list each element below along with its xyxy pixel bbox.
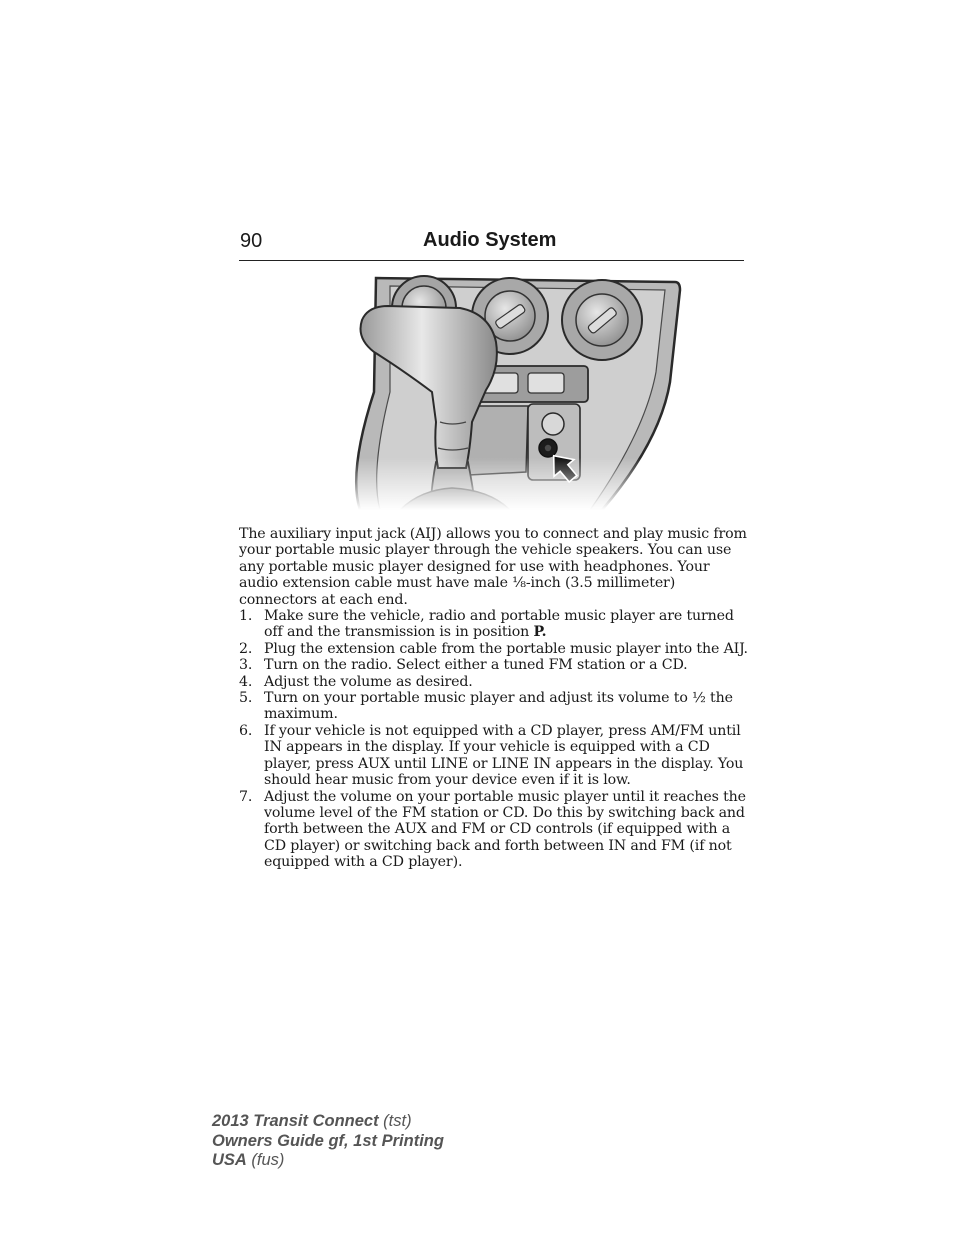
- step-text: Make sure the vehicle, radio and portable music player are turned off and the transmission is in position: [264, 608, 734, 641]
- list-item: [239, 641, 749, 657]
- footer-market-code: (fus): [246, 1151, 285, 1169]
- section-title: Audio System: [423, 229, 557, 251]
- step-text: Adjust the volume as desired.: [264, 673, 473, 690]
- step-number: 5.: [239, 690, 253, 707]
- step-text: If your vehicle is not equipped with a CD player, press AM/FM until IN appears in the display. If your vehicle is equipped with a CD player, press AUX until LINE or LINE IN appears in the display. You should hear music from your device even if it is low.: [264, 722, 744, 789]
- list-item: [239, 690, 749, 723]
- step-number: 2.: [239, 640, 253, 657]
- intro-paragraph: The auxiliary input jack (AIJ) allows you to connect and play music from your portable music player through the vehicle speakers. You can use any portable music player designed for use with headphones. Your audio extension cable must have male ⅛-inch (3.5 millimeter) connectors at each end.: [239, 526, 747, 608]
- footer-line-1: [212, 1112, 444, 1132]
- step-text: Turn on your portable music player and adjust its volume to ½ the maximum.: [264, 690, 733, 723]
- step-number: 1.: [239, 608, 253, 625]
- page-footer: [212, 1112, 444, 1171]
- step-bold-text: P.: [533, 624, 547, 641]
- footer-model-code: (tst): [378, 1112, 412, 1130]
- page-header: [239, 226, 744, 261]
- footer-line-3: [212, 1151, 444, 1171]
- step-number: 7.: [239, 788, 253, 805]
- step-number: 6.: [239, 722, 253, 739]
- console-illustration: [340, 272, 685, 510]
- list-item: [239, 657, 749, 673]
- list-item: [239, 674, 749, 690]
- footer-market: USA: [212, 1151, 247, 1169]
- steps-list: [239, 608, 749, 871]
- step-number: 3.: [239, 657, 253, 674]
- list-item: [239, 723, 749, 789]
- list-item: [239, 608, 749, 641]
- page-number: 90: [240, 230, 263, 252]
- step-text: Plug the extension cable from the portable music player into the AIJ.: [264, 640, 748, 657]
- footer-guide: Owners Guide gf, 1st Printing: [212, 1131, 444, 1150]
- list-item: [239, 789, 749, 871]
- footer-model: 2013 Transit Connect: [212, 1112, 379, 1130]
- body-text: [239, 526, 749, 871]
- step-number: 4.: [239, 673, 253, 690]
- step-text: Adjust the volume on your portable music player until it reaches the volume level of the FM station or CD. Do this by switching back and forth between the AUX and FM or CD controls (if equipped with a CD player) or switching back and forth between IN and FM (if not equipped with a CD player).: [264, 788, 746, 871]
- footer-line-2: [212, 1132, 444, 1152]
- step-text: Turn on the radio. Select either a tuned FM station or a CD.: [264, 657, 688, 674]
